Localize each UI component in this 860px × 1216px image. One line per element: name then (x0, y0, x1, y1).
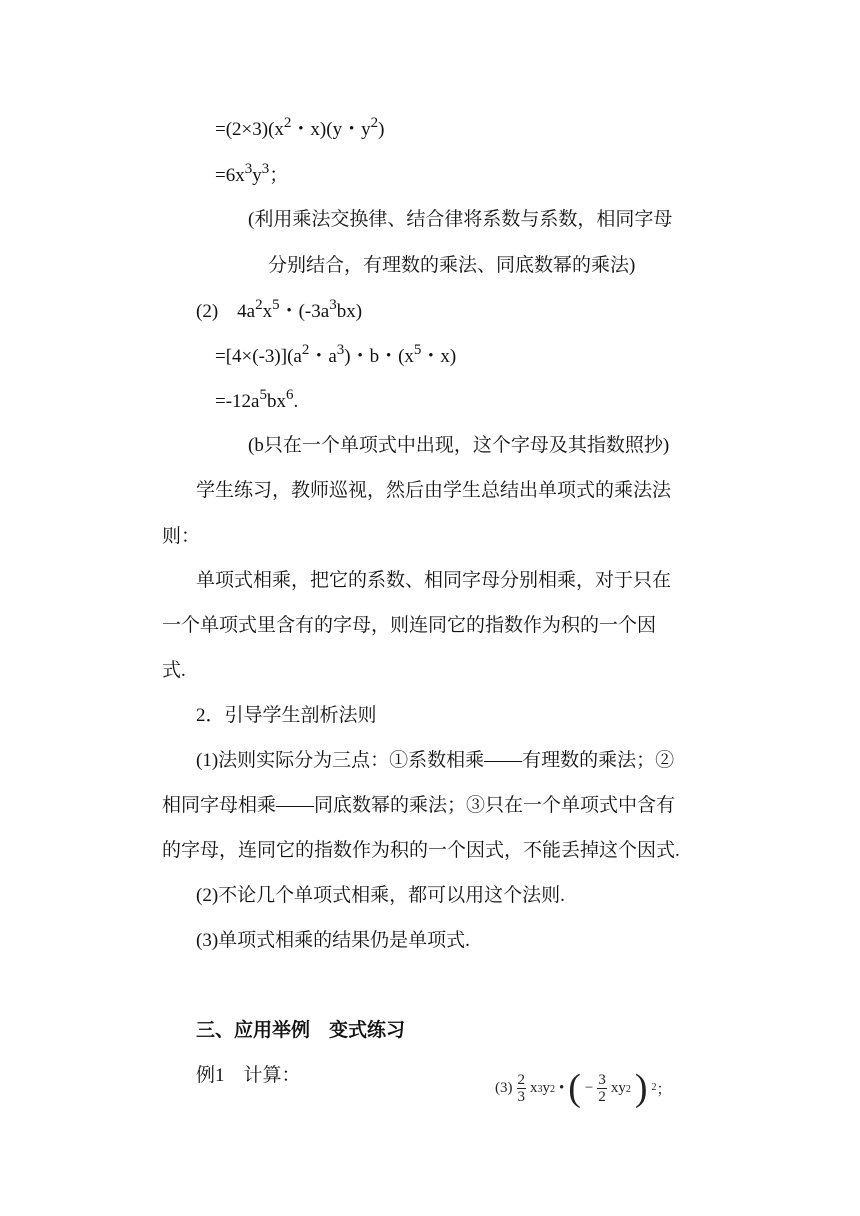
calc-line-2: $=[4\times(-3)](a^2$・$a^3$)・b・($x^5$・x) (215, 342, 457, 367)
formula-term: $x^3y^2$ (530, 1079, 555, 1096)
note-line-3: (b只在一个单项式中出现，这个字母及其指数照抄) (248, 435, 670, 456)
paragraph-line: 则： (162, 526, 201, 547)
left-paren: ( (568, 1067, 581, 1109)
calc-result-1: $=6x^3y^3$； (215, 161, 289, 186)
paragraph-line: 的字母，连同它的指数作为积的一个因式，不能丢掉这个因式. (162, 840, 680, 861)
paragraph-line: (3)单项式相乘的结果仍是单项式. (196, 930, 470, 951)
fraction: $\frac{2}{3}$ (517, 1071, 525, 1105)
note-line-1: (利用乘法交换律、结合律将系数与系数，相同字母 (248, 209, 673, 230)
calc-result-2: $=-12a^5bx^6$. (215, 387, 299, 412)
calc-line-1: $=(2\times 3)(x^2$・x)(y・$y^2$) (215, 115, 385, 140)
section-heading: 2．引导学生剖析法则 (196, 705, 377, 726)
right-paren: ) (634, 1067, 648, 1109)
example-2-expression: (2) $4a^2x^5$・$(-3a^3bx)$ (196, 297, 363, 322)
fraction: $\frac{3}{2}$ (598, 1071, 606, 1105)
formula-label: (3) (495, 1079, 513, 1096)
minus-sign: − (584, 1079, 594, 1096)
rule-line: 单项式相乘，把它的系数、相同字母分别相乘，对于只在 (196, 570, 672, 591)
example-label: 例1 计算： (196, 1065, 301, 1086)
dot-operator: • (559, 1079, 565, 1096)
note-line-2: 分别结合，有理数的乘法、同底数幂的乘法) (268, 255, 636, 276)
paragraph-line: (1)法则实际分为三点：①系数相乘——有理数的乘法；② (196, 750, 675, 771)
paragraph-line: 相同字母相乘——同底数幂的乘法；③只在一个单项式中含有 (162, 795, 676, 816)
outer-exponent: $^2$； (651, 1081, 672, 1098)
rule-line: 式. (162, 660, 186, 681)
section-title: 三、应用举例 变式练习 (196, 1020, 406, 1041)
paragraph-line: 学生练习，教师巡视，然后由学生总结出单项式的乘法法 (196, 480, 672, 501)
formula-image (495, 1068, 695, 1118)
rule-line: 一个单项式里含有的字母，则连同它的指数作为积的一个因 (162, 615, 657, 636)
formula-term: $xy^2$ (610, 1079, 631, 1096)
paragraph-line: (2)不论几个单项式相乘，都可以用这个法则. (196, 885, 565, 906)
